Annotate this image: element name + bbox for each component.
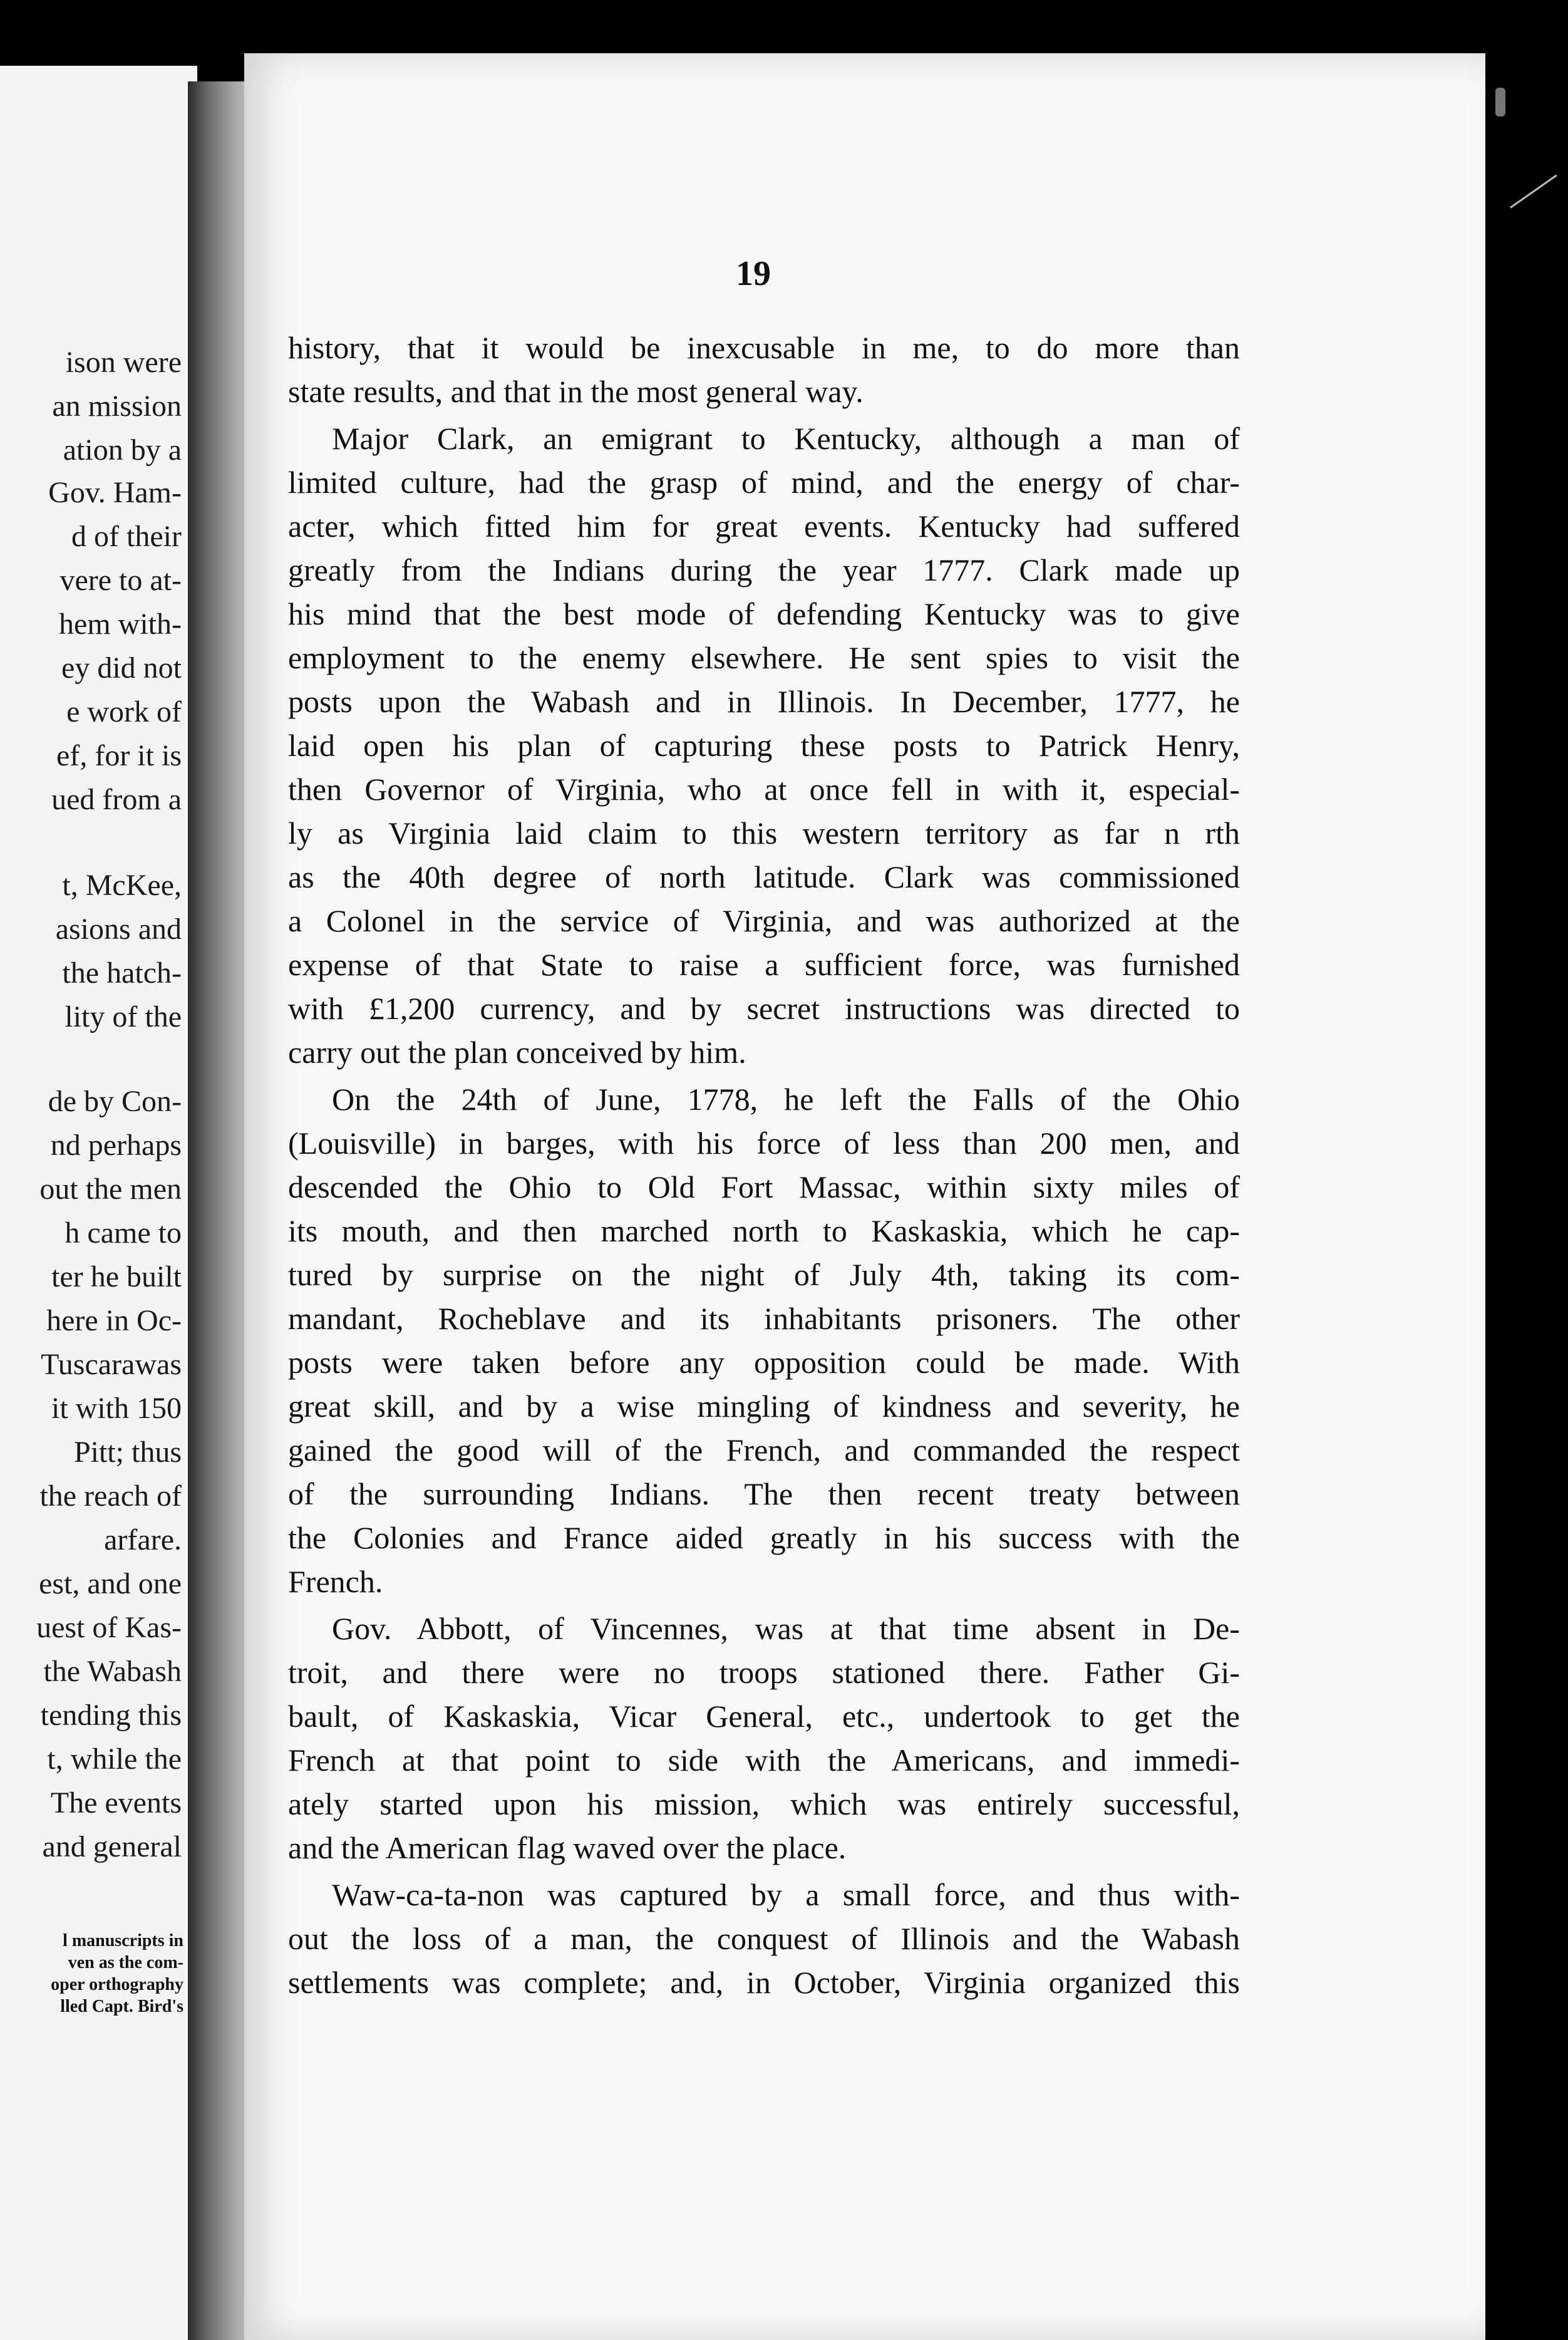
left-page-line: de by Con-: [48, 1085, 182, 1118]
left-page-line: ey did not: [61, 651, 182, 685]
left-page-line: tending this: [40, 1699, 182, 1732]
page-number: 19: [736, 254, 771, 293]
body-text-line: ly as Virginia laid claim to this western territory as far n rth: [288, 815, 1240, 851]
body-text-line: ately started upon his mission, which was entirely successful,: [288, 1786, 1240, 1821]
left-page-line: d of their: [71, 520, 182, 553]
body-text-line: bault, of Kaskaskia, Vicar General, etc., undertook to get the: [288, 1699, 1240, 1734]
body-text-line: out the loss of a man, the conquest of Illinois and the Wabash: [288, 1921, 1240, 1956]
body-text-line: Major Clark, an emigrant to Kentucky, although a man of: [332, 421, 1240, 456]
body-text-line: tured by surprise on the night of July 4th, taking its com-: [288, 1257, 1240, 1292]
body-text-line: Gov. Abbott, of Vincennes, was at that time absent in De-: [332, 1611, 1240, 1646]
body-text-line: employment to the enemy elsewhere. He sent spies to visit the: [288, 640, 1240, 675]
body-text-line: greatly from the Indians during the year 1777. Clark made up: [288, 552, 1240, 588]
body-text-line: acter, which fitted him for great events. Kentucky had suffered: [288, 509, 1240, 544]
left-page-footnote-line: oper orthography: [51, 1975, 183, 1994]
left-page-line: and general: [42, 1830, 182, 1863]
left-page-line: ued from a: [51, 783, 182, 816]
left-page-line: Gov. Ham-: [48, 476, 182, 509]
left-page-line: ter he built: [51, 1260, 182, 1293]
left-page-footnote-line: ven as the com-: [68, 1953, 183, 1972]
left-page-line: Pitt; thus: [73, 1436, 182, 1469]
left-page-line: asions and: [55, 913, 182, 946]
body-text-line: troit, and there were no troops stationed there. Father Gi-: [288, 1655, 1240, 1690]
left-page-line: the reach of: [39, 1479, 182, 1513]
left-page-line: vere to at-: [59, 564, 182, 597]
left-page-line: hem with-: [59, 608, 182, 641]
body-text-line: his mind that the best mode of defending Kentucky was to give: [288, 596, 1240, 631]
left-page-line: it with 150: [51, 1392, 182, 1425]
body-text-line: French at that point to side with the Americans, and immedi-: [288, 1742, 1240, 1778]
left-page-line: ef, for it is: [56, 739, 182, 772]
scan-background-edge: [1485, 53, 1568, 2340]
left-page-line: arfare.: [104, 1523, 182, 1556]
body-text-line: posts were taken before any opposition could be made. With: [288, 1345, 1240, 1380]
body-text-line: a Colonel in the service of Virginia, and was authorized at the: [288, 903, 1240, 938]
left-page-line: e work of: [66, 695, 182, 728]
left-page-footnote-line: l manuscripts in: [63, 1931, 183, 1950]
left-page-line: out the men: [39, 1173, 182, 1206]
body-text-line: with £1,200 currency, and by secret instructions was directed to: [288, 991, 1240, 1026]
body-text-line: then Governor of Virginia, who at once fell in with it, especial-: [288, 772, 1240, 807]
edge-artifact-mark: [1495, 88, 1505, 116]
body-text-line: the Colonies and France aided greatly in his success with the: [288, 1520, 1240, 1555]
body-text-line: its mouth, and then marched north to Kaskaskia, which he cap-: [288, 1213, 1240, 1248]
left-page-line: nd perhaps: [50, 1129, 182, 1162]
left-page-line: here in Oc-: [46, 1304, 182, 1337]
body-text-line: gained the good will of the French, and commanded the respect: [288, 1432, 1240, 1468]
body-text-line: as the 40th degree of north latitude. Clark was commissioned: [288, 859, 1240, 894]
left-page-line: ation by a: [63, 433, 182, 467]
body-text-line: descended the Ohio to Old Fort Massac, within sixty miles of: [288, 1169, 1240, 1204]
body-text-line: (Louisville) in barges, with his force of less than 200 men, and: [288, 1126, 1240, 1161]
body-text-line: French.: [288, 1564, 383, 1599]
body-text-line: mandant, Rocheblave and its inhabitants prisoners. The other: [288, 1301, 1240, 1336]
left-page-line: t, McKee,: [62, 869, 182, 902]
left-page-line: the hatch-: [62, 956, 182, 990]
left-page-line: The events: [50, 1786, 182, 1820]
body-text-line: of the surrounding Indians. The then recent treaty between: [288, 1476, 1240, 1511]
left-page-line: the Wabash: [43, 1655, 182, 1688]
body-text-line: laid open his plan of capturing these posts to Patrick Henry,: [288, 728, 1240, 763]
body-text-line: and the American flag waved over the place.: [288, 1830, 847, 1865]
left-page-line: est, and one: [39, 1567, 182, 1600]
left-page-line: ison were: [65, 346, 182, 379]
left-page-line: t, while the: [47, 1742, 182, 1776]
left-page-line: an mission: [52, 390, 182, 423]
body-text-line: great skill, and by a wise mingling of kindness and severity, he: [288, 1389, 1240, 1424]
body-text-line: settlements was complete; and, in October, Virginia organized this: [288, 1965, 1240, 2000]
body-text-line: carry out the plan conceived by him.: [288, 1035, 746, 1070]
body-text-line: posts upon the Wabash and in Illinois. In December, 1777, he: [288, 684, 1240, 719]
body-text-line: On the 24th of June, 1778, he left the Falls of the Ohio: [332, 1082, 1240, 1117]
body-text-line: state results, and that in the most general way.: [288, 374, 864, 409]
left-page-footnote-line: lled Capt. Bird's: [60, 1997, 183, 2016]
left-page-line: h came to: [64, 1216, 182, 1250]
body-text-line: expense of that State to raise a sufficient force, was furnished: [288, 947, 1240, 982]
body-text-line: Waw-ca-ta-non was captured by a small force, and thus with-: [332, 1877, 1240, 1912]
body-text-line: history, that it would be inexcusable in me, to do more than: [288, 330, 1240, 365]
left-facing-page: [0, 66, 197, 2340]
left-page-line: lity of the: [64, 1000, 182, 1033]
left-page-line: Tuscarawas: [41, 1348, 182, 1381]
left-page-line: uest of Kas-: [36, 1611, 182, 1644]
body-text-line: limited culture, had the grasp of mind, and the energy of char-: [288, 465, 1240, 500]
